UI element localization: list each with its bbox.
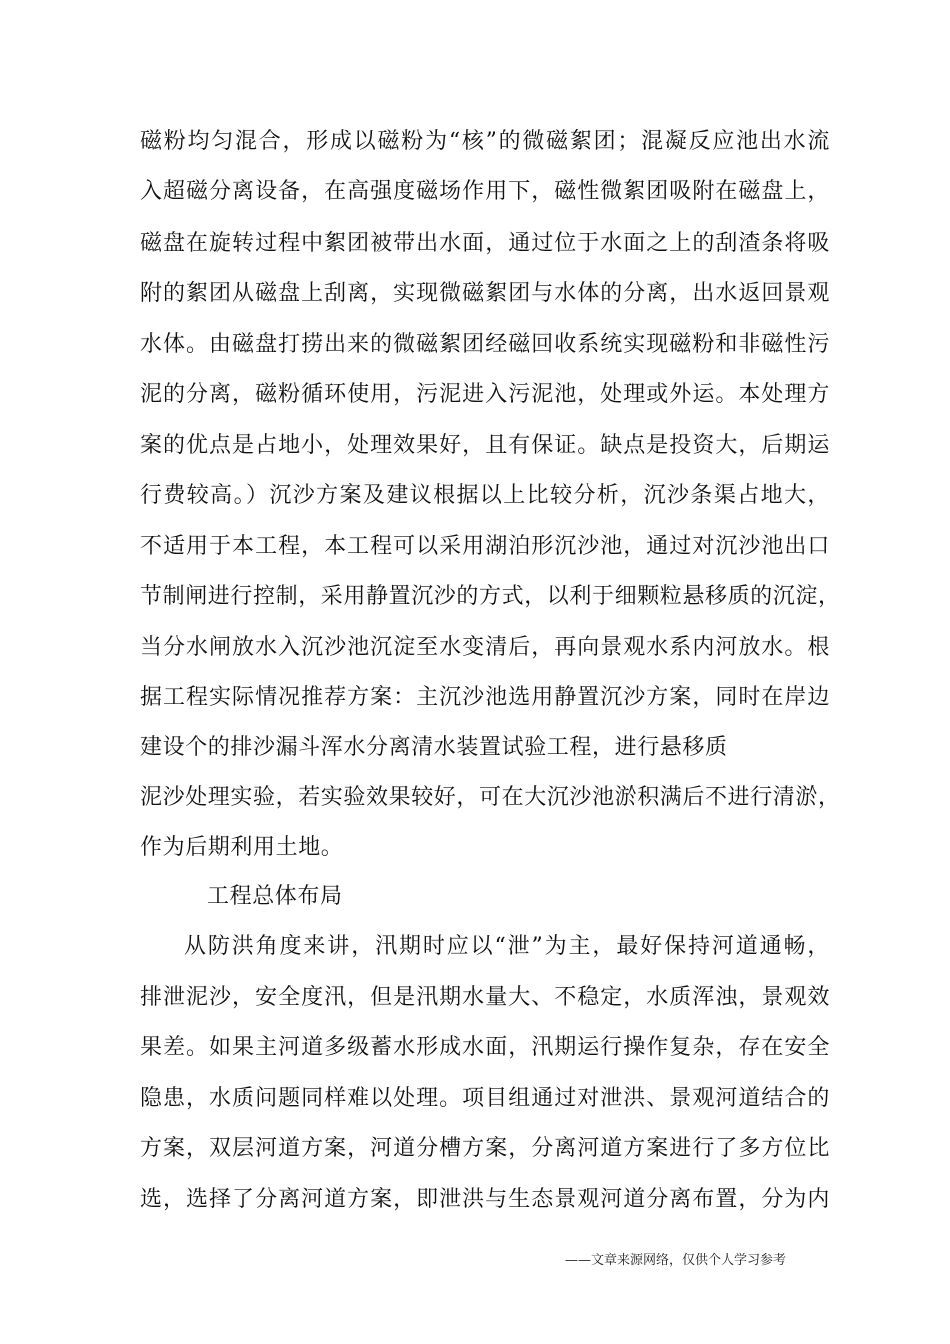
paragraph-line: 行费较高。）沉沙方案及建议根据以上比较分析，沉沙条渠占地大，: [140, 483, 830, 508]
paragraph-line: 案的优点是占地小，处理效果好，且有保证。缺点是投资大，后期运: [140, 433, 830, 458]
paragraph-line: 磁盘在旋转过程中絮团被带出水面，通过位于水面之上的刮渣条将吸: [140, 231, 830, 256]
paragraph-line: 节制闸进行控制，采用静置沉沙的方式，以利于细颗粒悬移质的沉淀，: [140, 584, 841, 609]
footer-note: ——文章来源网络，仅供个人学习参考: [565, 1253, 787, 1268]
paragraph-line: 果差。如果主河道多级蓄水形成水面，汛期运行操作复杂，存在安全: [140, 1035, 830, 1060]
paragraph-line: 作为后期利用土地。: [140, 835, 344, 860]
paragraph-line: 建设个的排沙漏斗浑水分离清水装置试验工程，进行悬移质: [140, 735, 728, 760]
paragraph-line: 磁粉均匀混合，形成以磁粉为“核”的微磁絮团；混凝反应池出水流: [140, 129, 830, 154]
paragraph-line: 排泄泥沙，安全度汛，但是汛期水量大、不稳定，水质浑浊，景观效: [140, 985, 830, 1010]
paragraph-line: 从防洪角度来讲，汛期时应以“泄”为主，最好保持河道通畅，: [184, 934, 830, 959]
section-heading: 工程总体布局: [207, 884, 343, 909]
paragraph-line: 方案，双层河道方案，河道分槽方案，分离河道方案进行了多方位比: [140, 1136, 830, 1161]
paragraph-line: 附的絮团从磁盘上刮离，实现微磁絮团与水体的分离，出水返回景观: [140, 281, 830, 306]
paragraph-line: 据工程实际情况推荐方案：主沉沙池选用静置沉沙方案，同时在岸边: [140, 685, 830, 710]
paragraph-line: 当分水闸放水入沉沙池沉淀至水变清后，再向景观水系内河放水。根: [140, 635, 830, 660]
paragraph-line: 选，选择了分离河道方案，即泄洪与生态景观河道分离布置，分为内: [140, 1187, 830, 1212]
paragraph-line: 泥的分离，磁粉循环使用，污泥进入污泥池，处理或外运。本处理方: [140, 382, 830, 407]
paragraph-line: 入超磁分离设备，在高强度磁场作用下，磁性微絮团吸附在磁盘上，: [140, 179, 830, 204]
paragraph-line: 泥沙处理实验，若实验效果较好，可在大沉沙池淤积满后不进行清淤，: [140, 785, 841, 810]
paragraph-line: 不适用于本工程，本工程可以采用湖泊形沉沙池，通过对沉沙池出口: [140, 534, 830, 559]
paragraph-line: 隐患，水质问题同样难以处理。项目组通过对泄洪、景观河道结合的: [140, 1086, 830, 1111]
paragraph-line: 水体。由磁盘打捞出来的微磁絮团经磁回收系统实现磁粉和非磁性污: [140, 332, 830, 357]
